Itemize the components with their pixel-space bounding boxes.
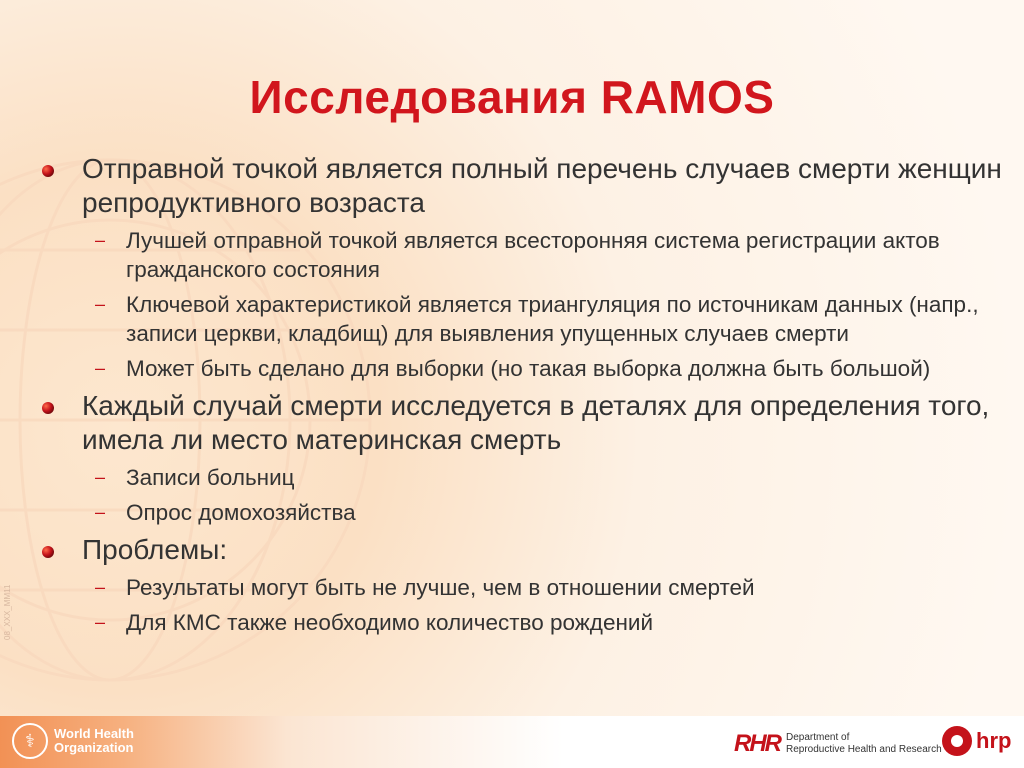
slide-body (40, 152, 1020, 643)
sub-item-text: Лучшей отправной точкой является всесторонняя система регистрации актов гражданского состояния (126, 228, 940, 282)
sub-item-text: Может быть сделано для выборки (но такая выборка должна быть большой) (126, 356, 931, 381)
hrp-mark-icon (942, 726, 972, 756)
bullet-text: Отправной точкой является полный перечень случаев смерти женщин репродуктивного возраста (82, 153, 1002, 218)
slide-code: 08_XXX_MM11 (3, 584, 12, 640)
sub-item (40, 290, 1020, 348)
bullet-item-2 (40, 389, 1020, 457)
sub-item (40, 573, 1020, 602)
round-bullet-icon (42, 546, 54, 558)
rhr-text (786, 732, 942, 756)
dash-icon: – (95, 467, 106, 487)
bullet-item-3 (40, 533, 1020, 567)
who-line-2: Organization (54, 740, 134, 755)
sub-item-text: Опрос домохозяйства (126, 500, 356, 525)
sub-item-text: Для КМС также необходимо количество рождений (126, 610, 654, 635)
sub-item (40, 498, 1020, 527)
bullet-text: Проблемы: (82, 534, 228, 565)
sub-item-text: Ключевой характеристикой является триангуляция по источникам данных (напр., записи церкви, кладбищ) для выявления упущенных случаев смерти (126, 292, 979, 346)
hrp-logo-text: hrp (976, 728, 1012, 753)
sub-item (40, 226, 1020, 284)
round-bullet-icon (42, 402, 54, 414)
sub-item (40, 608, 1020, 637)
rhr-line-2: Reproductive Health and Research (786, 744, 942, 755)
who-emblem-icon: ⚕ (12, 723, 48, 759)
dash-icon: – (95, 502, 106, 522)
round-bullet-icon (42, 165, 54, 177)
dash-icon: – (95, 294, 106, 314)
who-logo-text (54, 727, 134, 755)
dash-icon: – (95, 612, 106, 632)
sub-item-text: Записи больниц (126, 465, 295, 490)
rhr-logo (734, 730, 942, 758)
who-line-1: World Health (54, 726, 134, 741)
sub-item (40, 463, 1020, 492)
bullet-text: Каждый случай смерти исследуется в деталях для определения того, имела ли место материнская смерть (82, 390, 990, 455)
sub-item (40, 354, 1020, 383)
sub-item-text: Результаты могут быть не лучше, чем в отношении смертей (126, 575, 755, 600)
dash-icon: – (95, 358, 106, 378)
hrp-logo (942, 726, 1011, 756)
who-logo (12, 723, 134, 759)
bullet-item-1 (40, 152, 1020, 220)
dash-icon: – (95, 230, 106, 250)
slide-title: Исследования RAMOS (249, 71, 775, 123)
dash-icon: – (95, 577, 106, 597)
rhr-line-1: Department of (786, 732, 850, 743)
rhr-mark: RHR (734, 730, 780, 757)
